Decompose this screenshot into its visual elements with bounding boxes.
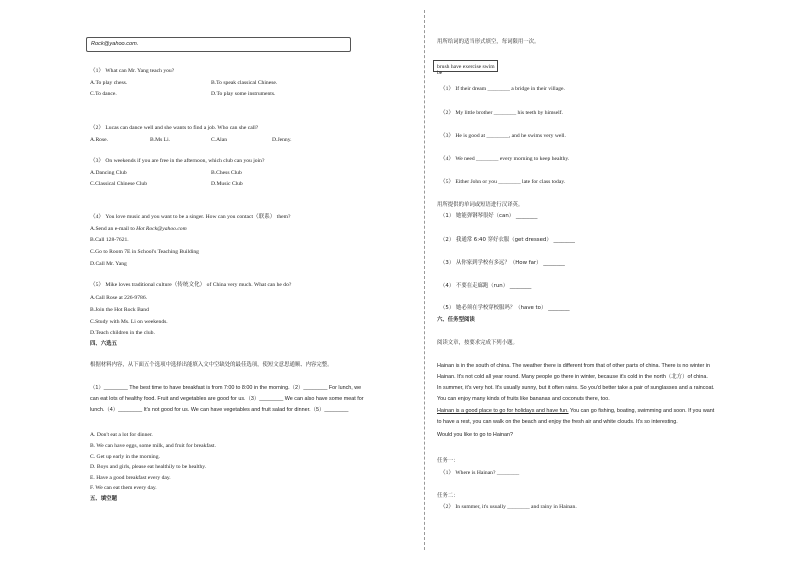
section5-title: 五、填空题 <box>90 496 117 502</box>
section4-title: 四、六选五 <box>90 341 117 347</box>
q1-option-c: C.To dance. <box>90 91 117 97</box>
q5-option-c: C.Study with Ms. Li on weekends. <box>90 319 168 325</box>
q2-stem: （2） Lucas can dance well and she wants to find a job. Who can she call? <box>90 125 259 131</box>
option-b: B. We can have eggs, some milk, and fruit for breakfast. <box>90 443 216 449</box>
fill-item-2: （2） My little brother ________ his teeth by himself. <box>440 110 563 116</box>
q1-option-a: A.To play chess. <box>90 80 128 86</box>
q3-stem: （3） On weekends if you are free in the afternoon, which club can you join? <box>90 158 265 164</box>
q3-option-b: B.Chess Club <box>211 170 242 176</box>
translate-item-5: （5） 她必须在学校穿校服吗？（have to） ________ <box>440 305 570 311</box>
q4-option-a-text: A.Send an e-mail to <box>90 226 137 232</box>
section6-title: 六、任务型阅读 <box>437 317 475 323</box>
option-e: E. Have a good breakfast every day. <box>90 475 171 481</box>
task2-question: （2） In summer, it's usually ________ and rainy in Hainan. <box>440 504 577 510</box>
section4-instructions: 根据材料内容，从下面五个选项中选择出能填入文中空缺处的最佳选项，使短文意思通顺、内容完整。 <box>90 362 333 368</box>
passage-line-1: （1）________ The best time to have breakfast is from 7:00 to 8:00 in the morning.（2）________ For lunch, we <box>90 385 362 391</box>
reading-line-3: In summer, it's very hot. It's usually sunny, but it often rains. So you'd better take a pair of sunglasses and a raincoat. <box>437 385 715 391</box>
q4-option-c: C.Go to Room 7E in School's Teaching Building <box>90 249 199 255</box>
q3-option-a: A.Dancing Club <box>90 170 127 176</box>
fill-item-1: （1） If their dream ________ a bridge in their village. <box>440 86 565 92</box>
reading-line-6: to have a rest, you can walk on the beach and enjoy the fresh air and white clouds. It's so interesting. <box>437 419 678 425</box>
q4-option-d: D.Call Mr. Yang <box>90 261 127 267</box>
task1-title: 任务一： <box>437 458 459 464</box>
q5-option-a: A.Call Rose at 226-9786. <box>90 295 148 301</box>
q2-option-b: B.Ms Li. <box>150 137 171 143</box>
email-text: Rock@yahoo.com. <box>91 41 139 47</box>
reading-line-1: Hainan is in the south of china. The weather there is different from that of other parts of china. There is no winter in <box>437 363 710 369</box>
q4-option-b: B.Call 128-7621. <box>90 237 129 243</box>
option-c: C. Get up early in the morning. <box>90 454 160 460</box>
reading-line-2: Hainan. It's not cold all year round. Many people go there in winter, because it's cold in the north（北方）of china. <box>437 374 708 380</box>
q4-stem: （4） You love music and you want to be a singer. How can you contact（联系） them? <box>90 214 291 220</box>
option-f: F. We can eat them every day. <box>90 485 157 491</box>
q2-option-a: A.Rose. <box>90 137 109 143</box>
q1-option-d: D.To play some instruments. <box>211 91 276 97</box>
q4-option-a-email: Hot Rock@yahoo.com <box>136 226 187 232</box>
task2-title: 任务二： <box>437 493 459 499</box>
q5-stem: （5） Mike loves traditional culture（传统文化） of China very much. What can he do? <box>90 282 292 288</box>
reading-line-4: You can enjoy many kinds of fruits like bananas and coconuts there, too. <box>437 396 610 402</box>
fill-item-5: （5） Either John or you ________ late for class today. <box>440 179 566 185</box>
page-divider <box>424 10 425 550</box>
passage-line-3: lunch.（4）________ It's not good for us. We can have vegetables and fruit salad for dinner.（5）________ <box>90 407 349 413</box>
translate-item-4: （4） 不要在走廊跑（run） ________ <box>440 283 532 289</box>
word-box <box>433 60 498 76</box>
q5-option-d: D.Teach children in the club. <box>90 330 155 336</box>
q2-option-d: D.Jenny. <box>272 137 292 143</box>
word-box-text: brush have exercise swim be <box>437 63 495 76</box>
q3-option-d: D.Music Club <box>211 181 243 187</box>
email-box <box>86 37 351 52</box>
section6-instructions: 阅读文章，按要求完成下列小题。 <box>437 340 518 346</box>
passage-line-2: can eat lots of healthy food. Fruit and vegetables are good for us.（3）________ We can also have some meat for <box>90 396 364 402</box>
reading-line-5 <box>437 409 714 414</box>
fill-item-3: （3） He is good at ________, and he swims very well. <box>440 133 566 139</box>
fill-item-4: （4） We need ________ every morning to keep healthy. <box>440 156 570 162</box>
task1-question: （1） Where is Hainan? ________ <box>440 470 520 476</box>
q4-option-a <box>90 227 187 233</box>
q5-option-b: B.Join the Hot Rock Band <box>90 307 149 313</box>
option-a: A. Don't eat a lot for dinner. <box>90 432 153 438</box>
reading-underlined-sentence: Hainan is a good place to go for holidays and have fun. <box>437 408 569 414</box>
q3-option-c: C.Classical Chinese Club <box>90 181 148 187</box>
q2-option-c: C.Alan <box>211 137 228 143</box>
translate-instructions: 用所提供的单词或短语进行汉译英。 <box>437 202 524 208</box>
reading-line-7: Would you like to go to Hainan? <box>437 432 514 438</box>
translate-item-2: （2） 我通常 6:40 穿好衣服（get dressed） ________ <box>440 237 576 243</box>
reading-line-5-rest: You can go fishing, boating, swimming and soon. If you want <box>568 408 715 414</box>
translate-item-3: （3） 从你家到学校有多远？（How far） ________ <box>440 260 565 266</box>
fill-instructions: 用所给词的适当形式填空，每词限用一次。 <box>437 39 540 45</box>
q1-option-b: B.To speak classical Chinese. <box>211 80 278 86</box>
option-d: D. Boys and girls, please eat healthily to be healthy. <box>90 464 207 470</box>
translate-item-1: （1） 她能弹钢琴很好（can） ________ <box>440 213 538 219</box>
q1-stem: （1） What can Mr. Yang teach you? <box>90 68 175 74</box>
